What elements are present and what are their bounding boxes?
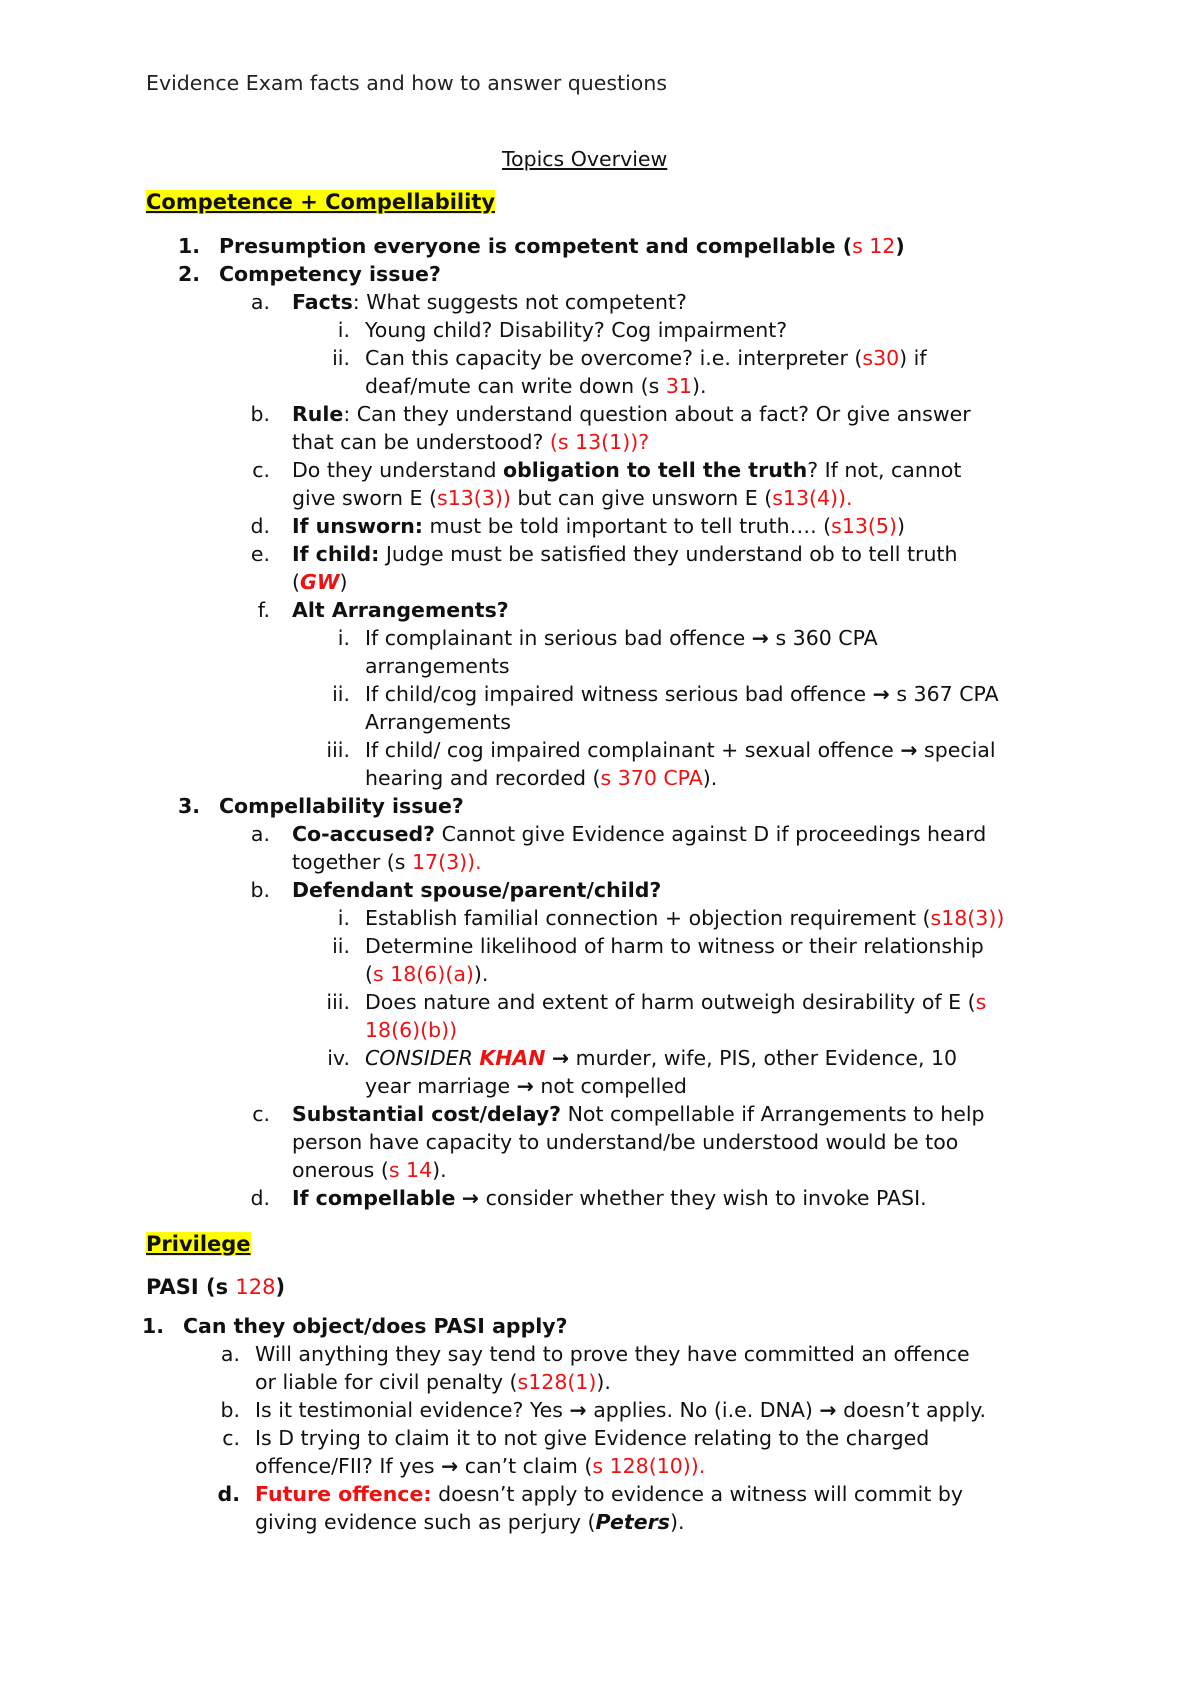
list-item-text: If child/ cog impaired complainant + sexual offence (365, 738, 901, 762)
subheading-text: PASI (s (146, 1275, 236, 1299)
list-item-line (292, 288, 687, 316)
list-item-text: Facts (292, 290, 353, 314)
list-item-text: that can be understood? (292, 429, 550, 454)
list-marker: ii. (332, 682, 350, 706)
list-item-line (292, 1184, 927, 1212)
list-item-text: onerous ( (292, 1157, 389, 1182)
list-item-text: s13(5) (831, 514, 897, 538)
list-item-text: s (975, 990, 987, 1014)
list-item-text: s 128(10)). (592, 1453, 706, 1478)
list-item-text: obligation to tell the truth (502, 458, 808, 482)
list-marker: c. (252, 1102, 270, 1126)
list-item-text: s 367 CPA (889, 682, 999, 706)
list-item-text: ? If not, cannot (807, 458, 962, 482)
list-item-line (292, 1100, 985, 1128)
list-item-text: 31 (665, 373, 692, 398)
list-marker: ii. (332, 346, 350, 370)
list-item-line (219, 232, 905, 260)
list-item-text: Presumption everyone is competent and compellable ( (219, 234, 853, 258)
list-item-line (292, 456, 961, 484)
list-item-line (365, 1072, 687, 1100)
list-item-line (365, 624, 878, 652)
list-item-text: ). (691, 373, 707, 398)
list-marker: i. (337, 906, 350, 930)
list-item-text: s13(4)). (772, 485, 853, 510)
list-item-line (255, 1508, 684, 1536)
list-item-text: offence/FII? If yes (255, 1453, 442, 1478)
list-marker: 2. (177, 262, 200, 286)
list-item-line (365, 680, 999, 708)
list-item-text: Future offence: (255, 1482, 432, 1506)
list-item-text: ) if (899, 346, 927, 370)
list-item-line (219, 260, 441, 288)
list-item-text: Not compellable if Arrangements to help (561, 1102, 985, 1126)
list-item-text: ). (702, 765, 718, 790)
list-item-text: If child/cog impaired witness serious bad offence (365, 682, 873, 706)
list-item-text: ) (339, 569, 348, 594)
subheading-text: 128 (235, 1275, 276, 1299)
list-item-line (255, 1424, 929, 1452)
list-item-line (292, 568, 347, 596)
list-item-text: must be told important to tell truth…. ( (423, 514, 832, 538)
list-item-line (255, 1368, 611, 1396)
list-item-line (365, 764, 717, 792)
arrow-icon: → (751, 626, 769, 650)
list-item-text: Do they understand (292, 458, 503, 482)
list-item-text: special (917, 738, 996, 762)
list-item-text: consider whether they wish to invoke PASI. (479, 1186, 927, 1210)
list-item-line (365, 988, 986, 1016)
list-item-text: can’t claim ( (458, 1453, 593, 1478)
list-item-line (292, 484, 853, 512)
list-marker: iii. (326, 738, 350, 762)
list-item-text: not compelled (533, 1073, 687, 1098)
list-item-text: s30 (862, 346, 900, 370)
list-item-text: year marriage (365, 1073, 517, 1098)
list-item-text: Can they object/does PASI apply? (183, 1314, 568, 1338)
list-item-line (292, 1128, 958, 1156)
list-item-line (365, 736, 996, 764)
list-item-text: s 370 CPA (600, 765, 703, 790)
list-item-line (365, 708, 511, 736)
list-item-line (292, 848, 482, 876)
list-item-line (292, 596, 509, 624)
list-item-line (183, 1312, 568, 1340)
list-item-line (292, 1156, 447, 1184)
list-item-text: If compellable (292, 1186, 456, 1210)
list-marker: iii. (326, 990, 350, 1014)
list-item-text: s 14 (388, 1157, 433, 1182)
list-item-text: CONSIDER (365, 1046, 480, 1070)
list-item-text: Determine likelihood of harm to witness or their relationship (365, 934, 984, 958)
list-item-line (292, 820, 986, 848)
list-item-text: s128(1) (517, 1369, 597, 1394)
list-item-line (365, 932, 984, 960)
list-item-text: Arrangements (365, 709, 511, 734)
section-subheading (146, 1273, 285, 1301)
list-item-text: Competency issue? (219, 262, 441, 286)
arrow-icon: → (461, 1186, 480, 1210)
list-item-text: s 360 CPA (768, 626, 878, 650)
list-item-text: 18(6)(b)) (365, 1017, 458, 1042)
list-item-text: Alt Arrangements? (292, 598, 509, 622)
list-item-text: Substantial cost/delay? (292, 1102, 562, 1126)
document-title: Topics Overview (502, 147, 668, 171)
list-item-line (255, 1452, 705, 1480)
list-item-text: s 18(6)(a) (373, 961, 474, 986)
list-item-text: Defendant spouse/parent/child? (292, 878, 662, 902)
list-item-line (365, 344, 927, 372)
list-marker: 3. (177, 794, 200, 818)
list-marker: b. (220, 1398, 240, 1422)
list-item-text: ) (896, 514, 905, 538)
list-item-text: giving evidence such as perjury ( (255, 1509, 596, 1534)
list-item-line (292, 512, 905, 540)
list-marker: d. (250, 1186, 270, 1210)
list-item-text: If child: (292, 542, 380, 566)
list-item-text: : Can they understand question about a fact? Or give answer (343, 402, 971, 426)
list-item-text: Compellability issue? (219, 794, 464, 818)
list-marker: c. (252, 458, 270, 482)
list-item-text: KHAN (479, 1046, 546, 1070)
list-item-line (365, 960, 488, 988)
list-marker: 1. (141, 1314, 164, 1338)
list-item-text: give sworn E ( (292, 485, 438, 510)
list-item-text: hearing and recorded ( (365, 765, 601, 790)
list-item-text: but can give unsworn E ( (510, 485, 773, 510)
list-item-text: ). (473, 961, 489, 986)
list-marker: ii. (332, 934, 350, 958)
list-marker: i. (337, 626, 350, 650)
list-item-text: together (s (292, 849, 412, 874)
list-item-line (219, 792, 464, 820)
list-item-text: Will anything they say tend to prove they have committed an offence (255, 1342, 970, 1366)
list-marker: i. (337, 318, 350, 342)
list-item-text: s 12 (852, 234, 896, 258)
list-item-text: doesn’t apply to evidence a witness will commit by (431, 1482, 964, 1506)
list-marker: b. (250, 878, 270, 902)
list-item-text: Young child? Disability? Cog impairment? (365, 318, 788, 342)
list-item-line (365, 372, 706, 400)
list-item-text: murder, wife, PIS, other Evidence, 10 (569, 1046, 958, 1070)
list-item-text: ( (292, 569, 300, 594)
list-item-text: Cannot give Evidence against D if proceedings heard (435, 822, 987, 846)
arrow-icon: → (819, 1398, 837, 1422)
list-marker: a. (250, 822, 270, 846)
list-item-text: Is D trying to claim it to not give Evidence relating to the charged (255, 1426, 930, 1450)
list-item-text: : What suggests not competent? (352, 290, 687, 314)
list-item-line (365, 1016, 457, 1044)
list-item-text: Rule (292, 402, 344, 426)
list-item-text: ). (596, 1369, 611, 1394)
arrow-icon: → (872, 682, 890, 706)
list-item-text: ). (669, 1509, 685, 1534)
list-marker: a. (250, 290, 270, 314)
list-item-text: GW (300, 569, 340, 594)
list-marker: 1. (177, 234, 200, 258)
list-item-text: If complainant in serious bad offence (365, 626, 752, 650)
section-heading (146, 188, 495, 216)
section-heading-highlight: Competence + Compellability (146, 190, 496, 214)
list-item-text: ( (365, 961, 373, 986)
list-marker: d. (217, 1482, 240, 1506)
list-item-text: ) (895, 234, 905, 258)
list-item-line (365, 652, 510, 680)
list-item-text: Co-accused? (292, 822, 436, 846)
subheading-text: ) (275, 1275, 286, 1299)
list-marker: c. (222, 1426, 240, 1450)
arrow-icon: → (900, 738, 918, 762)
list-marker: f. (257, 598, 270, 622)
document-header: Evidence Exam facts and how to answer questions (146, 71, 668, 95)
list-item-text: 17(3)). (412, 849, 482, 874)
list-item-text: applies. No (i.e. DNA) (586, 1398, 820, 1422)
list-item-text: ). (432, 1157, 447, 1182)
section-heading-highlight: Privilege (146, 1232, 251, 1256)
list-item-text: Judge must be satisfied they understand ob to tell truth (379, 542, 958, 566)
list-item-text: If unsworn: (292, 514, 423, 538)
list-item-line (255, 1340, 970, 1368)
list-item-text: Establish familial connection + objection requirement ( (365, 906, 931, 930)
list-item-text: Is it testimonial evidence? Yes (255, 1398, 570, 1422)
list-item-text: person have capacity to understand/be understood would be too (292, 1129, 959, 1154)
list-marker: iv. (327, 1046, 350, 1070)
arrow-icon: → (441, 1453, 459, 1478)
list-item-text: s13(3)) (437, 485, 511, 510)
list-item-text: deaf/mute can write down (s (365, 373, 666, 398)
list-item-line (292, 876, 661, 904)
list-marker: a. (220, 1342, 240, 1366)
list-item-line (255, 1396, 986, 1424)
list-item-text: s18(3)) (930, 906, 1005, 930)
list-marker: e. (250, 542, 270, 566)
arrow-icon: → (551, 1046, 570, 1070)
list-item-text: doesn’t apply. (836, 1398, 987, 1422)
list-item-line (292, 400, 971, 428)
list-item-line (365, 904, 1004, 932)
arrow-icon: → (569, 1398, 587, 1422)
list-item-text: Does nature and extent of harm outweigh desirability of E ( (365, 990, 976, 1014)
list-item-line (365, 1044, 957, 1072)
list-marker: b. (250, 402, 270, 426)
list-item-text: Can this capacity be overcome? i.e. interpreter ( (365, 346, 863, 370)
list-item-line (292, 540, 957, 568)
list-item-line (255, 1480, 963, 1508)
section-heading (146, 1230, 251, 1258)
arrow-icon: → (516, 1073, 534, 1098)
list-item-text: (s 13(1))? (549, 429, 650, 454)
list-item-text: Peters (595, 1509, 670, 1534)
list-item-text: or liable for civil penalty ( (255, 1369, 518, 1394)
list-item-text: arrangements (365, 653, 510, 678)
list-item-line (365, 316, 787, 344)
list-marker: d. (250, 514, 270, 538)
list-item-line (292, 428, 649, 456)
